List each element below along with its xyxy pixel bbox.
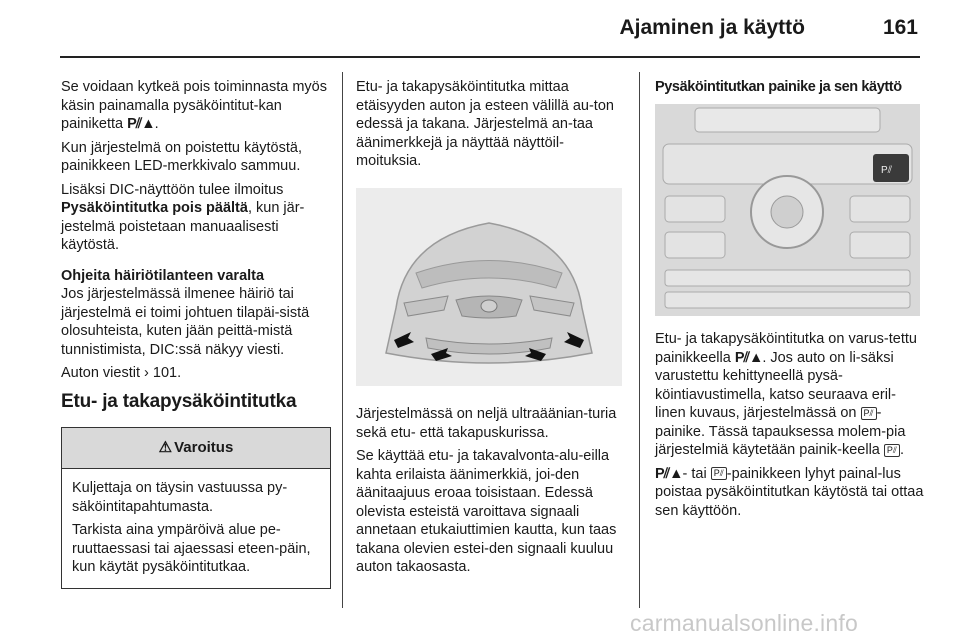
watermark: carmanualsonline.info — [630, 610, 858, 636]
paragraph — [61, 181, 331, 255]
paragraph: Kun järjestelmä on poistettu käytöstä, painikkeen LED-merkkivalo sammuu. — [61, 139, 302, 174]
text: Auton viestit — [61, 365, 145, 381]
text: -painikkeen lyhyt painal-lus poistaa pysäköintitutkan käytöstä tai ottaa sen käyttöön. — [655, 465, 924, 519]
column-1 — [61, 78, 331, 589]
column-divider — [342, 72, 343, 608]
text: Etu- ja takapysäköintitutka on varus-tettu painikkeella — [655, 331, 917, 366]
chapter-title: Ajaminen ja käyttö — [619, 16, 805, 39]
symbol-letter: P — [886, 444, 893, 455]
column-divider — [639, 72, 640, 608]
header-rule — [60, 56, 920, 58]
page-header — [60, 0, 920, 56]
parking-sensor-icon: P⫽▲ — [734, 349, 763, 366]
subheading: Pysäköintitutkan painike ja sen käyttö — [655, 79, 902, 95]
warning-paragraph: Tarkista aina ympäröivä alue pe-ruuttaessasi tai ajaessasi eteen-päin, kun käytät pysäköintitutkaa. — [72, 522, 311, 575]
text: . — [154, 116, 159, 132]
warning-body — [62, 469, 330, 588]
car-front-image — [356, 188, 622, 386]
text: . — [899, 442, 904, 458]
warning-header — [62, 428, 330, 469]
symbol-letter: P — [655, 465, 664, 482]
subheading: Ohjeita häiriötilanteen varalta — [61, 267, 265, 284]
warning-icon: ⚠ — [158, 438, 173, 456]
symbol-letter: P — [713, 468, 720, 479]
console-image — [655, 104, 920, 316]
text: - tai — [682, 465, 711, 482]
symbol-letter: P — [127, 116, 136, 132]
text: -painike. Tässä tapauksessa molem-pia järjestelmiä käytetään painik-keella — [655, 405, 906, 458]
paragraph: Etu- ja takapysäköintitutka mittaa etäisyyden auton ja esteen välillä au-ton edessä ja takana. Järjestelmä an-taa äänimerkkejä ja näyttää näyttöil-moituksia. — [356, 79, 614, 169]
car-front-illustration — [356, 188, 622, 386]
text: Lisäksi DIC-näyttöön tulee ilmoitus — [61, 181, 284, 198]
paragraph: Jos järjestelmässä ilmenee häiriö tai järjestelmä ei toimi johtuen tilapäi-sistä olosuhteista, kuten jään peittä-mistä tunnistimista, DIC:ssä näkyy viesti. — [61, 286, 310, 358]
page-reference[interactable]: 101. — [152, 365, 182, 381]
paragraph: Järjestelmässä on neljä ultraäänian-turia sekä etu- että takapuskurissa. — [356, 406, 617, 441]
column-2-lower — [356, 405, 626, 582]
symbol-letter: P — [734, 349, 744, 366]
text: . Jos auto on li-säksi varustettu kehittyneellä pysä-köintiavustimella, katso seuraava eril-linen kuvaus, järjestelmässä on — [655, 349, 896, 421]
center-console-illustration — [655, 104, 920, 316]
symbol-letter: P — [863, 407, 870, 418]
paragraph — [61, 364, 331, 383]
dic-message: Pysäköintitutka pois päältä — [61, 200, 248, 216]
column-3-lower — [655, 330, 925, 525]
svg-text:P⫽: P⫽ — [881, 165, 893, 176]
warning-title: Varoitus — [174, 438, 234, 456]
parking-assist-button-icon: P⫽ — [884, 444, 900, 457]
page-reference-icon: › — [144, 365, 149, 381]
text: , kun jär-jestelmä poistetaan manuaalisesti käytöstä. — [61, 200, 305, 253]
page-number: 161 — [882, 16, 918, 39]
column-3 — [655, 78, 925, 97]
parking-assist-button-icon: P⫽ — [861, 407, 877, 420]
section-title: Etu- ja takapysäköintitutka — [61, 390, 297, 412]
column-2 — [356, 78, 624, 176]
paragraph — [655, 330, 925, 460]
parking-assist-button-icon: P⫽ — [711, 467, 727, 480]
paragraph — [655, 465, 925, 521]
warning-paragraph: Kuljettaja on täysin vastuussa py-säköintitapahtumasta. — [72, 480, 288, 515]
warning-box — [61, 427, 331, 589]
parking-sensor-icon: P⫽▲ — [655, 465, 683, 482]
paragraph — [61, 78, 331, 134]
paragraph: Se käyttää etu- ja takavalvonta-alu-eilla kahta erilaista äänimerkkiä, joi-den äänitaajuus eroaa toisistaan. Edessä olevista esteistä varoittava signaali annetaan etukaiuttimien kautta, kun taas takana olevien estei-den signaali kuuluu auton takaosasta. — [356, 448, 617, 575]
text: Se voidaan kytkeä pois toiminnasta myös käsin painamalla pysäköintitut-kan painiketta — [61, 79, 327, 132]
parking-sensor-icon: P⫽▲ — [127, 116, 155, 132]
